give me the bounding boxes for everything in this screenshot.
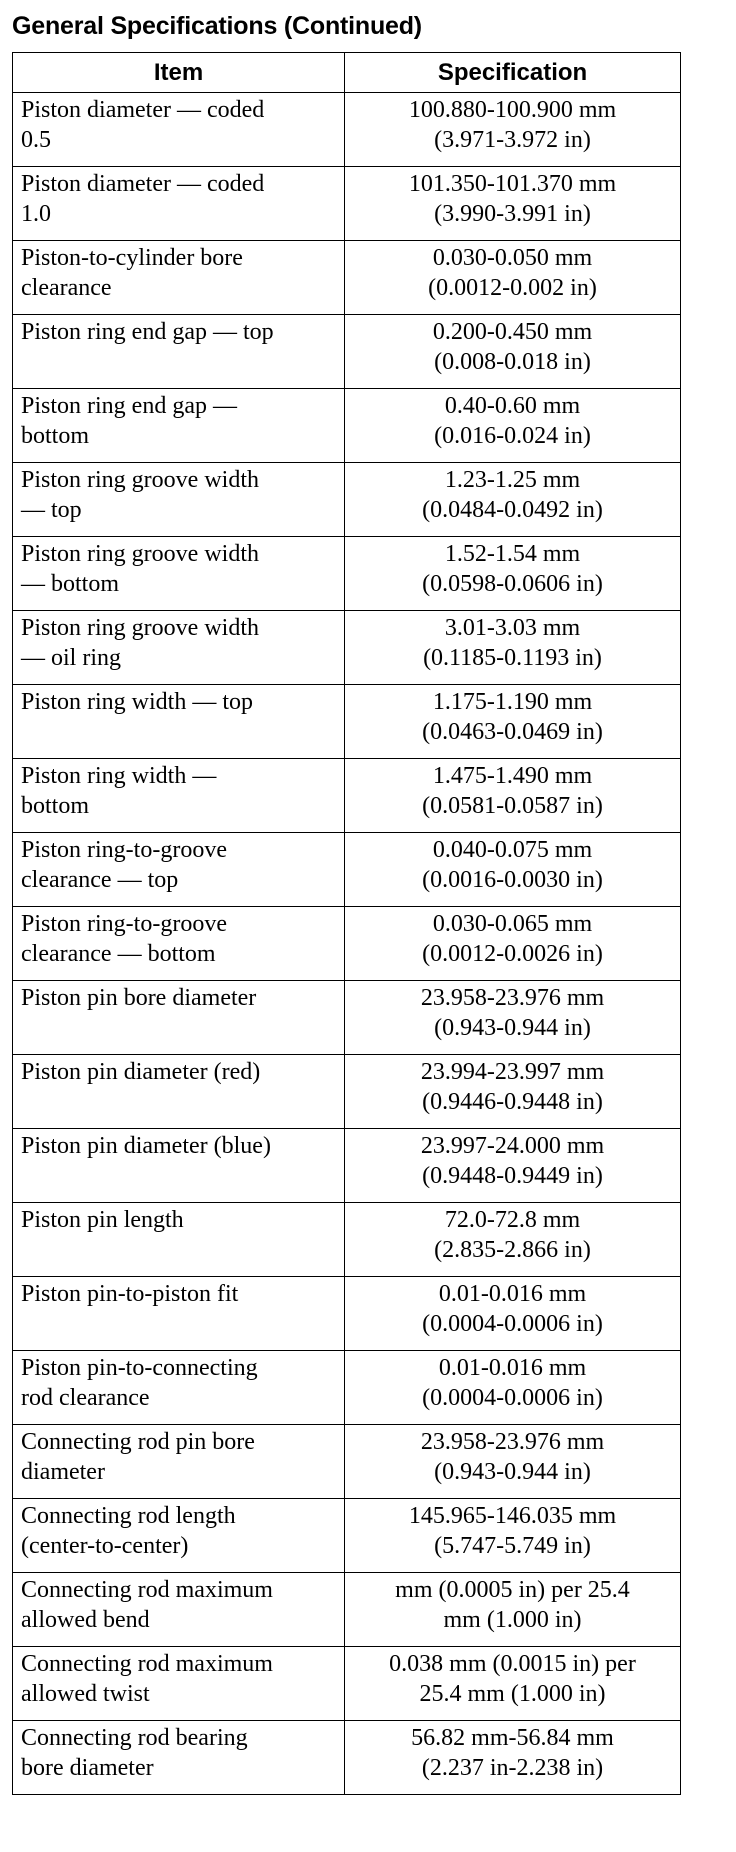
specifications-table <box>12 52 681 1795</box>
specification-text: (0.9446-0.9448 in) <box>422 1089 603 1115</box>
specification-text: 0.40-0.60 mm <box>444 393 581 419</box>
table-row <box>13 463 681 537</box>
table-body <box>13 93 681 1795</box>
specification-cell <box>345 1499 681 1573</box>
specification-text: 145.965-146.035 mm <box>408 1503 617 1529</box>
table-row <box>13 685 681 759</box>
item-text: — top <box>21 497 82 523</box>
item-cell <box>13 1351 345 1425</box>
specification-text: 0.040-0.075 mm <box>432 837 593 863</box>
item-text: Piston pin length <box>21 1207 184 1233</box>
specification-text: 1.52-1.54 mm <box>444 541 581 567</box>
item-text: allowed bend <box>21 1607 150 1633</box>
item-cell <box>13 1573 345 1647</box>
specification-cell <box>345 1647 681 1721</box>
specification-text: (0.0016-0.0030 in) <box>422 867 603 893</box>
table-row <box>13 1351 681 1425</box>
item-text: — oil ring <box>21 645 121 671</box>
specification-cell <box>345 463 681 537</box>
item-cell <box>13 1203 345 1277</box>
item-text: Connecting rod maximum <box>21 1651 273 1677</box>
item-cell <box>13 833 345 907</box>
specification-cell <box>345 1573 681 1647</box>
item-text: Piston pin bore diameter <box>21 985 257 1011</box>
specification-text: (0.0004-0.0006 in) <box>422 1311 603 1337</box>
item-text: (center-to-center) <box>21 1533 189 1559</box>
specification-cell <box>345 1055 681 1129</box>
item-text: Piston pin-to-connecting <box>21 1355 258 1381</box>
specification-text: (0.0004-0.0006 in) <box>422 1385 603 1411</box>
item-cell <box>13 1721 345 1795</box>
column-header-item: Item <box>13 53 345 93</box>
specification-text: (5.747-5.749 in) <box>434 1533 591 1559</box>
table-row <box>13 981 681 1055</box>
specification-text: (2.835-2.866 in) <box>434 1237 591 1263</box>
item-text: — bottom <box>21 571 120 597</box>
item-cell <box>13 1055 345 1129</box>
item-cell <box>13 981 345 1055</box>
specification-text: (0.9448-0.9449 in) <box>422 1163 603 1189</box>
specification-cell <box>345 389 681 463</box>
specification-cell <box>345 833 681 907</box>
specification-text: mm (1.000 in) <box>443 1607 582 1633</box>
specification-cell <box>345 241 681 315</box>
specification-text: (0.943-0.944 in) <box>434 1459 591 1485</box>
specification-text: 23.994-23.997 mm <box>420 1059 605 1085</box>
specification-text: 0.030-0.050 mm <box>432 245 593 271</box>
specification-text: (0.0581-0.0587 in) <box>422 793 603 819</box>
item-text: 1.0 <box>21 201 51 227</box>
item-text: Piston ring-to-groove <box>21 837 227 863</box>
item-cell <box>13 93 345 167</box>
item-cell <box>13 685 345 759</box>
table-row <box>13 907 681 981</box>
specification-text: (0.0012-0.002 in) <box>428 275 597 301</box>
specification-cell <box>345 907 681 981</box>
specification-text: (0.008-0.018 in) <box>434 349 591 375</box>
item-text: bottom <box>21 793 90 819</box>
item-cell <box>13 241 345 315</box>
specification-text: 0.01-0.016 mm <box>438 1281 587 1307</box>
table-row <box>13 167 681 241</box>
item-text: clearance <box>21 275 112 301</box>
item-text: Piston ring groove width <box>21 615 259 641</box>
specification-cell <box>345 981 681 1055</box>
table-row <box>13 241 681 315</box>
specification-cell <box>345 1129 681 1203</box>
specification-cell <box>345 685 681 759</box>
specification-text: 0.030-0.065 mm <box>432 911 593 937</box>
specification-text: mm (0.0005 in) per 25.4 <box>395 1577 630 1603</box>
specification-text: (3.990-3.991 in) <box>434 201 591 227</box>
item-text: 0.5 <box>21 127 51 153</box>
specification-text: (0.0463-0.0469 in) <box>422 719 603 745</box>
item-text: Piston ring end gap — top <box>21 319 274 345</box>
specification-text: 25.4 mm (1.000 in) <box>419 1681 606 1707</box>
specification-text: 1.475-1.490 mm <box>432 763 593 789</box>
specification-cell <box>345 1351 681 1425</box>
item-text: clearance — bottom <box>21 941 216 967</box>
item-cell <box>13 463 345 537</box>
specification-text: 23.997-24.000 mm <box>420 1133 605 1159</box>
item-text: allowed twist <box>21 1681 150 1707</box>
specification-cell <box>345 1277 681 1351</box>
specification-text: 0.038 mm (0.0015 in) per <box>389 1651 636 1677</box>
column-header-specification: Specification <box>345 53 681 93</box>
table-row <box>13 611 681 685</box>
specification-text: 1.23-1.25 mm <box>444 467 581 493</box>
item-text: clearance — top <box>21 867 179 893</box>
item-cell <box>13 1277 345 1351</box>
specification-text: (2.237 in-2.238 in) <box>421 1755 604 1781</box>
item-cell <box>13 167 345 241</box>
specification-text: (0.943-0.944 in) <box>434 1015 591 1041</box>
item-cell <box>13 611 345 685</box>
item-text: Connecting rod length <box>21 1503 236 1529</box>
specification-cell <box>345 1203 681 1277</box>
item-cell <box>13 907 345 981</box>
table-row <box>13 1055 681 1129</box>
item-cell <box>13 537 345 611</box>
table-row <box>13 1203 681 1277</box>
specification-text: 100.880-100.900 mm <box>408 97 617 123</box>
item-text: Piston diameter — coded <box>21 97 265 123</box>
specification-cell <box>345 167 681 241</box>
specification-cell <box>345 537 681 611</box>
specification-cell <box>345 93 681 167</box>
item-text: Connecting rod bearing <box>21 1725 248 1751</box>
item-text: Connecting rod pin bore <box>21 1429 255 1455</box>
table-row <box>13 389 681 463</box>
table-row <box>13 1129 681 1203</box>
table-row <box>13 1647 681 1721</box>
specification-text: (0.0598-0.0606 in) <box>422 571 603 597</box>
table-row <box>13 1277 681 1351</box>
item-cell <box>13 389 345 463</box>
page-title: General Specifications (Continued) <box>12 12 422 40</box>
specification-cell <box>345 1425 681 1499</box>
item-cell <box>13 1129 345 1203</box>
item-cell <box>13 1647 345 1721</box>
specification-text: (3.971-3.972 in) <box>434 127 591 153</box>
item-cell <box>13 1499 345 1573</box>
item-text: Piston ring groove width <box>21 467 259 493</box>
item-text: Piston ring width — <box>21 763 217 789</box>
item-text: Piston ring groove width <box>21 541 259 567</box>
item-text: Piston pin-to-piston fit <box>21 1281 239 1307</box>
specification-cell <box>345 315 681 389</box>
item-text: bore diameter <box>21 1755 154 1781</box>
specification-text: 101.350-101.370 mm <box>408 171 617 197</box>
item-text: Piston diameter — coded <box>21 171 265 197</box>
item-text: Piston pin diameter (blue) <box>21 1133 271 1159</box>
item-text: Piston-to-cylinder bore <box>21 245 243 271</box>
item-text: Piston ring width — top <box>21 689 254 715</box>
item-cell <box>13 759 345 833</box>
specification-text: 23.958-23.976 mm <box>420 985 605 1011</box>
table-row <box>13 1425 681 1499</box>
specification-text: (0.0484-0.0492 in) <box>422 497 603 523</box>
specification-text: (0.016-0.024 in) <box>434 423 591 449</box>
item-text: Piston pin diameter (red) <box>21 1059 261 1085</box>
specification-text: (0.0012-0.0026 in) <box>422 941 603 967</box>
item-text: Piston ring end gap — <box>21 393 237 419</box>
table-row <box>13 1499 681 1573</box>
table-row <box>13 1721 681 1795</box>
table-header-row <box>13 53 681 93</box>
specification-text: 1.175-1.190 mm <box>432 689 593 715</box>
specification-cell <box>345 611 681 685</box>
table-row <box>13 537 681 611</box>
specification-text: 56.82 mm-56.84 mm <box>411 1725 614 1751</box>
item-text: diameter <box>21 1459 105 1485</box>
specification-cell <box>345 759 681 833</box>
item-text: Piston ring-to-groove <box>21 911 227 937</box>
item-text: rod clearance <box>21 1385 150 1411</box>
table-row <box>13 833 681 907</box>
specification-cell <box>345 1721 681 1795</box>
item-cell <box>13 315 345 389</box>
table-row <box>13 93 681 167</box>
specification-text: 3.01-3.03 mm <box>444 615 581 641</box>
item-text: Connecting rod maximum <box>21 1577 273 1603</box>
specification-text: 0.01-0.016 mm <box>438 1355 587 1381</box>
table-row <box>13 1573 681 1647</box>
specification-text: (0.1185-0.1193 in) <box>423 645 602 671</box>
specification-text: 0.200-0.450 mm <box>432 319 593 345</box>
table-row <box>13 759 681 833</box>
item-cell <box>13 1425 345 1499</box>
specification-text: 72.0-72.8 mm <box>444 1207 581 1233</box>
table-row <box>13 315 681 389</box>
specification-text: 23.958-23.976 mm <box>420 1429 605 1455</box>
item-text: bottom <box>21 423 90 449</box>
